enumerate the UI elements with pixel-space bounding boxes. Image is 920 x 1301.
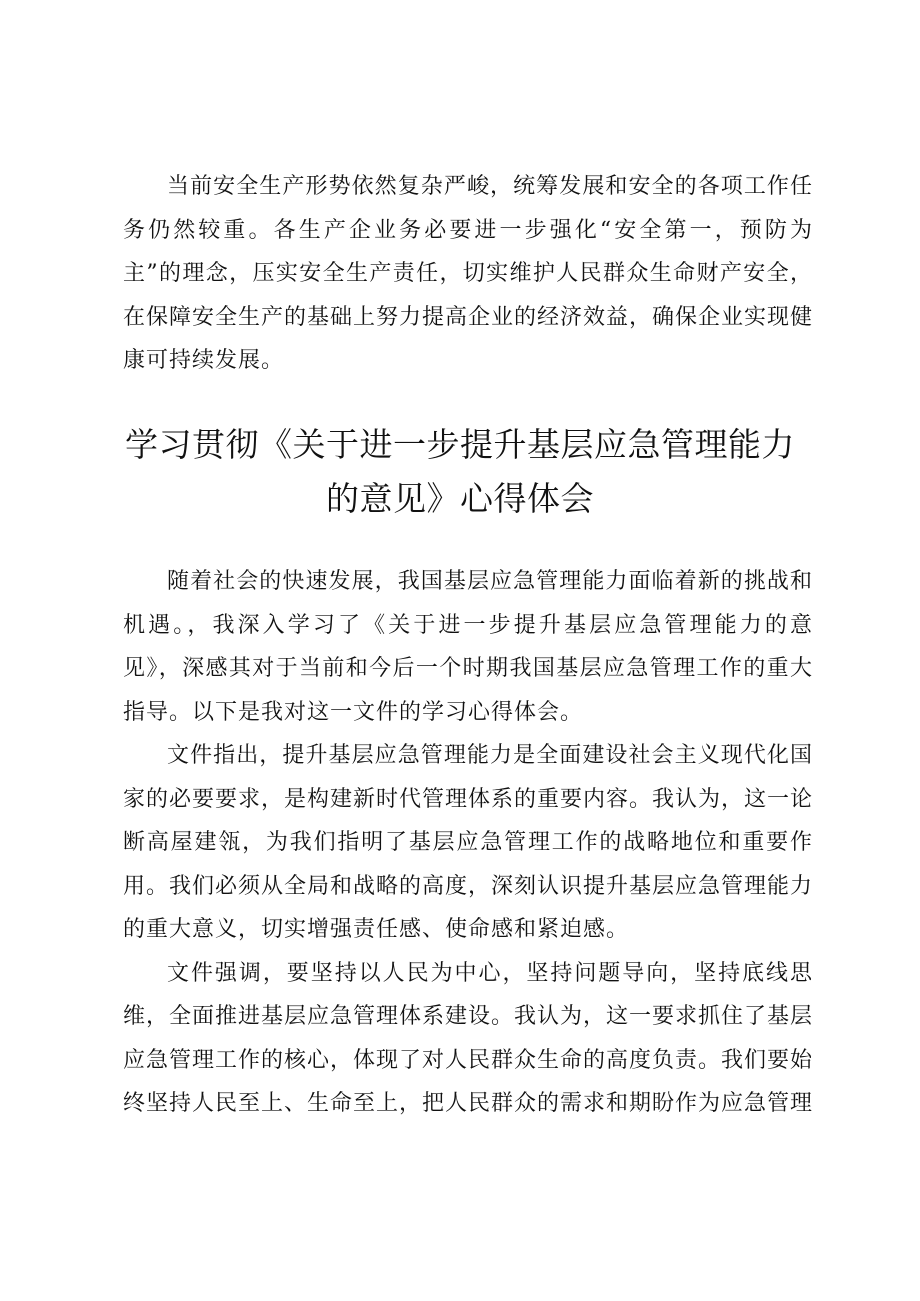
lead-paragraph: 当前安全生产形势依然复杂严峻，统筹发展和安全的各项工作任务仍然较重。各生产企业务必要进一步强化“安全第一，预防为主”的理念，压实安全生产责任，切实维护人民群众生命财产安全，在保障安全生产的基础上努力提高企业的经济效益，确保企业实现健康可持续发展。 — [123, 174, 814, 373]
body-paragraph-3: 文件强调，要坚持以人民为中心，坚持问题导向，坚持底线思维，全面推进基层应急管理体系建设。我认为，这一要求抓住了基层应急管理工作的核心，体现了对人民群众生命的高度负责。我们要始终坚持人民至上、生命至上，把人民群众的需求和期盼作为应急管理 — [123, 960, 814, 1116]
body-paragraph-2: 文件指出，提升基层应急管理能力是全面建设社会主义现代化国家的必要要求，是构建新时代管理体系的重要内容。我认为，这一论断高屋建瓴，为我们指明了基层应急管理工作的战略地位和重要作用。我们必须从全局和战略的高度，深刻认识提升基层应急管理能力的重大意义，切实增强责任感、使命感和紧迫感。 — [123, 743, 814, 942]
document-title: 学习贯彻《关于进一步提升基层应急管理能力的意见》心得体会 — [125, 425, 795, 518]
document-body — [123, 560, 813, 1126]
body-paragraph-1: 随着社会的快速发展，我国基层应急管理能力面临着新的挑战和机遇。，我深入学习了《关于进一步提升基层应急管理能力的意见》，深感其对于当前和今后一个时期我国基层应急管理工作的重大指导。以下是我对这一文件的学习心得体会。 — [123, 569, 813, 725]
